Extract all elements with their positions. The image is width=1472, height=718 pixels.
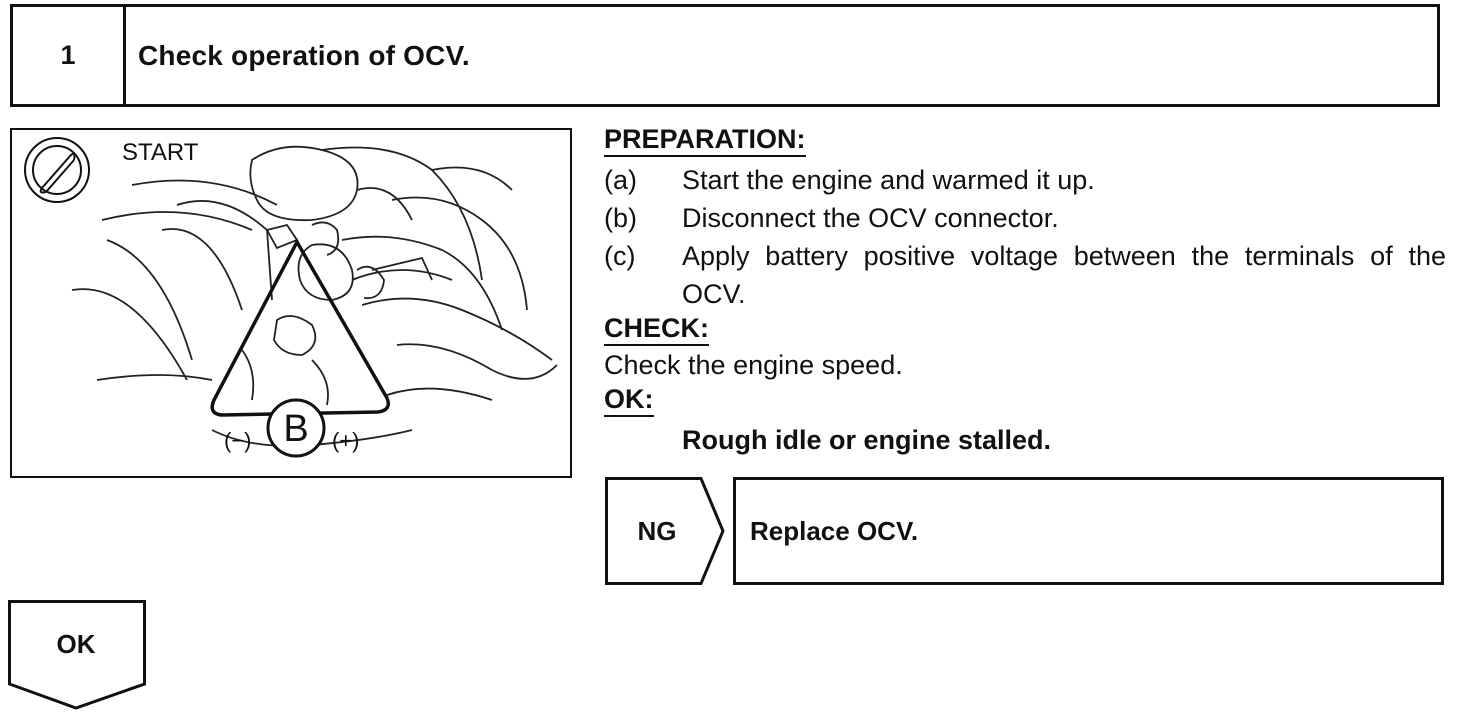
step-label: (a) bbox=[604, 165, 637, 195]
step-text: Apply battery positive voltage between the terminals of the OCV. bbox=[682, 241, 1446, 309]
step-header bbox=[10, 4, 1440, 107]
ng-label: NG bbox=[637, 515, 677, 546]
preparation-heading: PREPARATION: bbox=[604, 124, 806, 157]
procedure-text bbox=[604, 124, 1446, 461]
step-title: Check operation of OCV. bbox=[138, 39, 470, 71]
ok-heading: OK: bbox=[604, 384, 654, 417]
engine-drawing bbox=[12, 130, 570, 476]
ocv-illustration bbox=[10, 128, 572, 478]
step-text: Disconnect the OCV connector. bbox=[682, 203, 1059, 233]
ng-box-outline bbox=[605, 477, 1445, 585]
step-label: (c) bbox=[604, 241, 636, 271]
ok-arrow-box bbox=[8, 600, 148, 712]
step-number: 1 bbox=[13, 7, 126, 104]
check-heading: CHECK: bbox=[604, 313, 709, 346]
ok-result: Rough idle or engine stalled. bbox=[682, 425, 1052, 455]
ng-result-box bbox=[605, 477, 1445, 585]
ignition-key-icon bbox=[25, 138, 89, 202]
step-label: (b) bbox=[604, 203, 637, 233]
ng-action: Replace OCV. bbox=[750, 515, 919, 546]
connector-label: B bbox=[283, 408, 309, 450]
ok-arrow-label: OK bbox=[56, 628, 96, 659]
preparation-step-b bbox=[604, 199, 1446, 237]
preparation-step-a bbox=[604, 161, 1446, 199]
terminal-b-marker bbox=[268, 400, 324, 456]
negative-terminal-label: (−) bbox=[224, 428, 252, 453]
positive-terminal-label: (+) bbox=[332, 428, 360, 453]
check-text: Check the engine speed. bbox=[604, 350, 903, 380]
step-text: Start the engine and warmed it up. bbox=[682, 165, 1095, 195]
preparation-step-c bbox=[604, 237, 1446, 313]
start-label: START bbox=[122, 139, 199, 166]
